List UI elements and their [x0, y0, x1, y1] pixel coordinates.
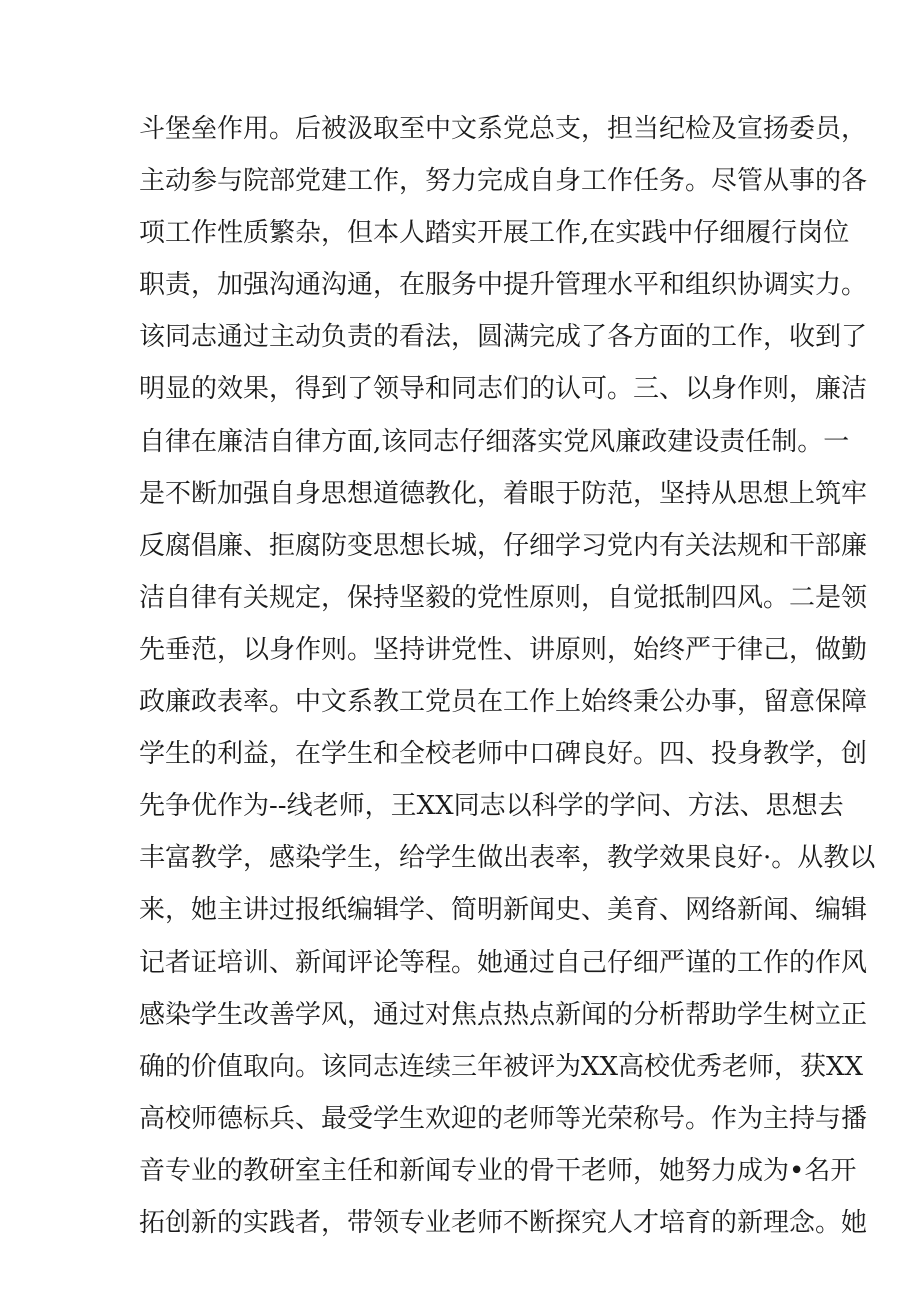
text-line: 政廉政表率。中文系教工党员在工作上始终秉公办事，留意保障 [139, 687, 868, 718]
text-line: 先争优作为--线老师，王XX同志以科学的学问、方法、思想去 [139, 791, 844, 822]
text-line: 确的价值取向。该同志连续三年被评为XX高校优秀老师，获XX [139, 1051, 864, 1082]
text-line: 是不断加强自身思想道德教化，着眼于防范，坚持从思想上筑牢 [139, 478, 868, 509]
text-line: 高校师德标兵、最受学生欢迎的老师等光荣称号。作为主持与播 [139, 1103, 868, 1134]
text-line: 学生的利益，在学生和全校老师中口碑良好。四、投身教学，创 [139, 739, 868, 770]
text-line: 感染学生改善学风，通过对焦点热点新闻的分析帮助学生树立正 [139, 999, 868, 1030]
text-line: 主动参与院部党建工作，努力完成自身工作任务。尽管从事的各 [139, 166, 868, 197]
text-line: 斗堡垒作用。后被汲取至中文系党总支，担当纪检及宣扬委员， [139, 114, 868, 144]
text-line: 来，她主讲过报纸编辑学、简明新闻史、美育、网络新闻、编辑 [139, 895, 868, 926]
text-line: 自律在廉洁自律方面,该同志仔细落实党风廉政建设责任制。一 [139, 426, 850, 457]
text-line: 先垂范，以身作则。坚持讲党性、讲原则，始终严于律己，做勤 [139, 634, 868, 665]
text-line: 音专业的教研室主任和新闻专业的骨干老师，她努力成为•名开 [139, 1155, 857, 1186]
text-line: 明显的效果，得到了领导和同志们的认可。三、以身作则，廉洁 [139, 374, 868, 405]
body-text [139, 103, 876, 1249]
text-line: 职责，加强沟通沟通，在服务中提升管理水平和组织协调实力。 [139, 270, 868, 301]
text-line: 拓创新的实践者，带领专业老师不断探究人才培育的新理念。她 [139, 1207, 868, 1238]
text-line: 丰富教学，感染学生，给学生做出表率，教学效果良好·。从教以 [139, 843, 876, 874]
text-line: 洁自律有关规定，保持坚毅的党性原则，自觉抵制四风。二是领 [139, 582, 868, 613]
text-line: 该同志通过主动负责的看法，圆满完成了各方面的工作，收到了 [139, 322, 868, 353]
text-line: 记者证培训、新闻评论等程。她通过自己仔细严谨的工作的作风 [139, 947, 868, 978]
text-line: 项工作性质繁杂，但本人踏实开展工作,在实践中仔细履行岗位 [139, 218, 850, 249]
text-line: 反腐倡廉、拒腐防变思想长城，仔细学习党内有关法规和干部廉 [139, 530, 868, 561]
